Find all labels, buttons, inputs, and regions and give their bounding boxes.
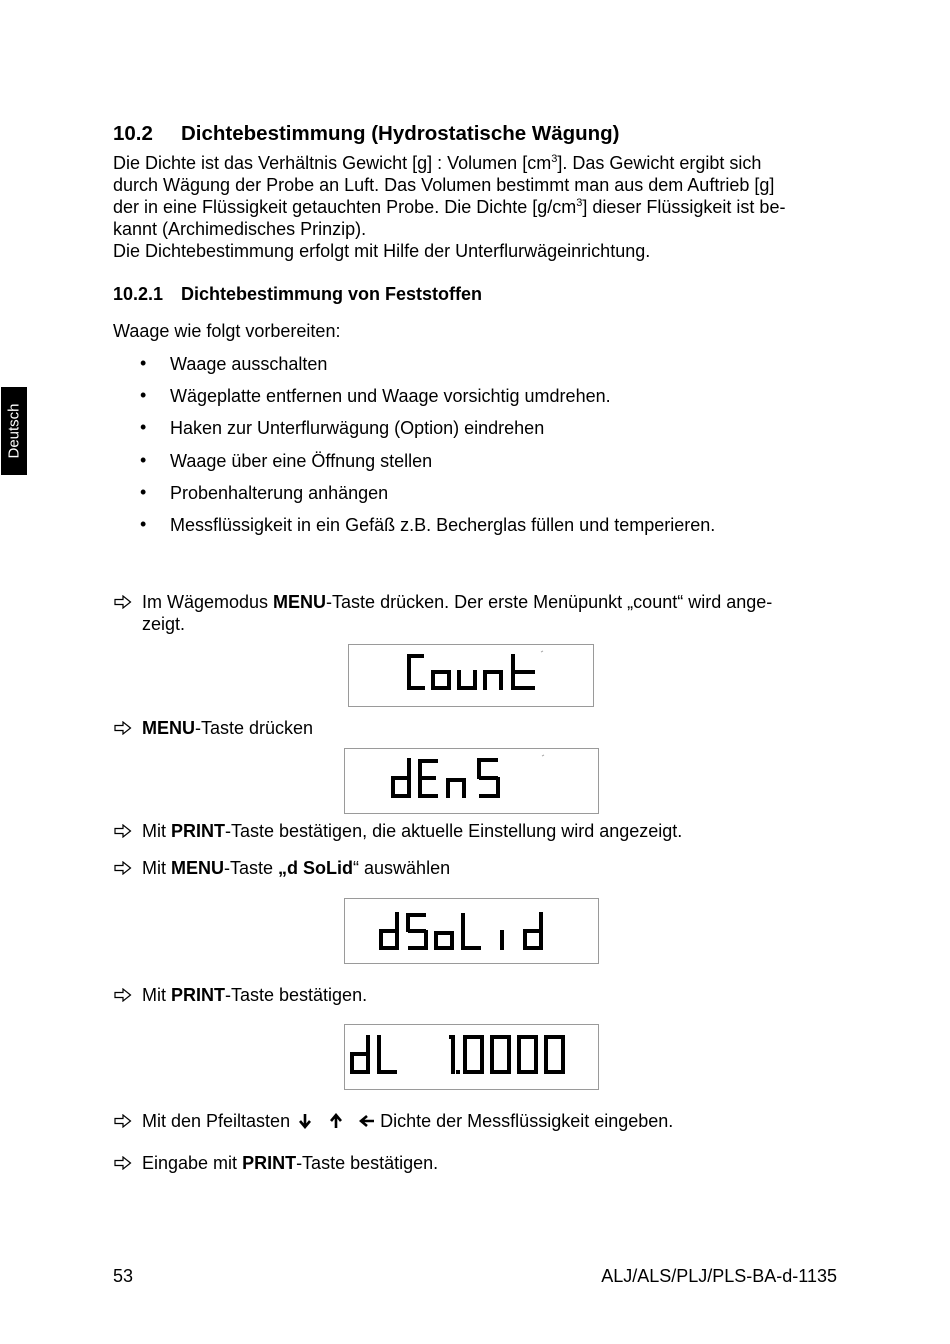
step-5-text: [142, 984, 367, 1006]
intro-line-5: Die Dichtebestimmung erfolgt mit Hilfe der Unterflurwägeinrichtung.: [113, 241, 651, 261]
intro-line-3-b: ] dieser Flüssigkeit ist be-: [582, 197, 786, 217]
intro-line-1-sup: 3: [551, 153, 558, 165]
step-arrow-icon: [114, 595, 132, 609]
intro-line-1-a: Die Dichte ist das Verhältnis Gewicht [g] : Volumen [cm: [113, 153, 552, 173]
bullet-item-3: Haken zur Unterflurwägung (Option) eindrehen: [170, 418, 545, 438]
step-6-a: Mit den Pfeiltasten: [142, 1111, 296, 1131]
step-arrow-icon: [114, 1114, 132, 1128]
step-2-c: -Taste drücken: [195, 718, 314, 738]
step-5-c: -Taste bestätigen.: [225, 985, 368, 1005]
language-tab-label: Deutsch: [5, 403, 23, 459]
step-1-text: [142, 591, 772, 613]
step-2-key: MENU: [142, 718, 195, 738]
intro-line-3-a: der in eine Flüssigkeit getauchten Probe. Die Dichte [g/cm: [113, 197, 577, 217]
step-4-a: Mit: [142, 858, 171, 878]
language-tab: [1, 387, 27, 475]
bullet-dot: •: [140, 417, 147, 437]
step-4-text: [142, 857, 450, 879]
step-7-text: [142, 1152, 438, 1174]
intro-line-2: durch Wägung der Probe an Luft. Das Volumen bestimmt man aus dem Auftrieb [g]: [113, 175, 775, 195]
arrow-left-icon: [359, 1113, 375, 1129]
lcd-display-dl: [344, 1024, 599, 1090]
lcd-count-graphic: [349, 645, 595, 708]
step-arrow-icon: [114, 861, 132, 875]
step-3-text: [142, 820, 682, 842]
step-arrow-icon: [114, 1156, 132, 1170]
step-arrow-icon: [114, 824, 132, 838]
step-1-a: Im Wägemodus: [142, 592, 274, 612]
bullet-dot: •: [140, 353, 147, 373]
step-1-line-2: zeigt.: [142, 614, 186, 634]
step-4-c: -Taste: [224, 858, 279, 878]
lcd-display-dsolid: [344, 898, 599, 964]
step-7-key: PRINT: [242, 1153, 297, 1173]
bullet-dot: •: [140, 450, 147, 470]
intro-line-4: kannt (Archimedisches Prinzip).: [113, 219, 367, 239]
intro-line-3-sup: 3: [576, 197, 583, 209]
document-id: ALJ/ALS/PLJ/PLS-BA-d-1135: [601, 1266, 837, 1286]
section-title: Dichtebestimmung (Hydrostatische Wägung): [181, 122, 620, 145]
subsection-number: 10.2.1: [113, 284, 164, 304]
arrow-down-icon: [297, 1113, 313, 1129]
step-3-key: PRINT: [171, 821, 225, 841]
lcd-dsolid-graphic: [345, 899, 600, 965]
page-number: 53: [113, 1266, 134, 1286]
step-3-c: -Taste bestätigen, die aktuelle Einstellung wird angezeigt.: [225, 821, 683, 841]
subsection-title: Dichtebestimmung von Feststoffen: [181, 284, 483, 304]
lcd-dens-graphic: [345, 749, 600, 815]
step-arrow-icon: [114, 721, 132, 735]
step-5-key: PRINT: [171, 985, 225, 1005]
step-4-option: „d SoLid: [278, 858, 354, 878]
step-2-text: [142, 717, 313, 739]
bullet-dot: •: [140, 482, 147, 502]
lcd-display-count: [348, 644, 594, 707]
section-number: 10.2: [113, 122, 153, 145]
step-7-a: Eingabe mit: [142, 1153, 243, 1173]
lcd-dl-graphic: [345, 1025, 600, 1091]
bullet-dot: •: [140, 385, 147, 405]
step-4-e: “ auswählen: [353, 858, 451, 878]
step-6-c: Dichte der Messflüssigkeit eingeben.: [380, 1111, 674, 1131]
bullet-item-5: Probenhalterung anhängen: [170, 483, 389, 503]
arrow-up-icon: [328, 1113, 344, 1129]
bullet-item-4: Waage über eine Öffnung stellen: [170, 451, 433, 471]
step-arrow-icon: [114, 988, 132, 1002]
intro-line-1-b: ]. Das Gewicht ergibt sich: [557, 153, 762, 173]
step-5-a: Mit: [142, 985, 171, 1005]
bullet-item-6: Messflüssigkeit in ein Gefäß z.B. Becherglas füllen und temperieren.: [170, 515, 716, 535]
lcd-display-dens: [344, 748, 599, 814]
prep-label: Waage wie folgt vorbereiten:: [113, 321, 341, 341]
intro-line-3: [113, 196, 785, 218]
step-6-text: [142, 1110, 673, 1132]
bullet-item-2: Wägeplatte entfernen und Waage vorsichtig umdrehen.: [170, 386, 611, 406]
step-3-a: Mit: [142, 821, 171, 841]
intro-line-1: [113, 152, 761, 174]
step-7-c: -Taste bestätigen.: [296, 1153, 439, 1173]
step-1-key: MENU: [273, 592, 327, 612]
step-1-c: -Taste drücken. Der erste Menüpunkt „count“ wird ange-: [326, 592, 773, 612]
bullet-item-1: Waage ausschalten: [170, 354, 328, 374]
bullet-dot: •: [140, 514, 147, 534]
step-4-key: MENU: [171, 858, 224, 878]
